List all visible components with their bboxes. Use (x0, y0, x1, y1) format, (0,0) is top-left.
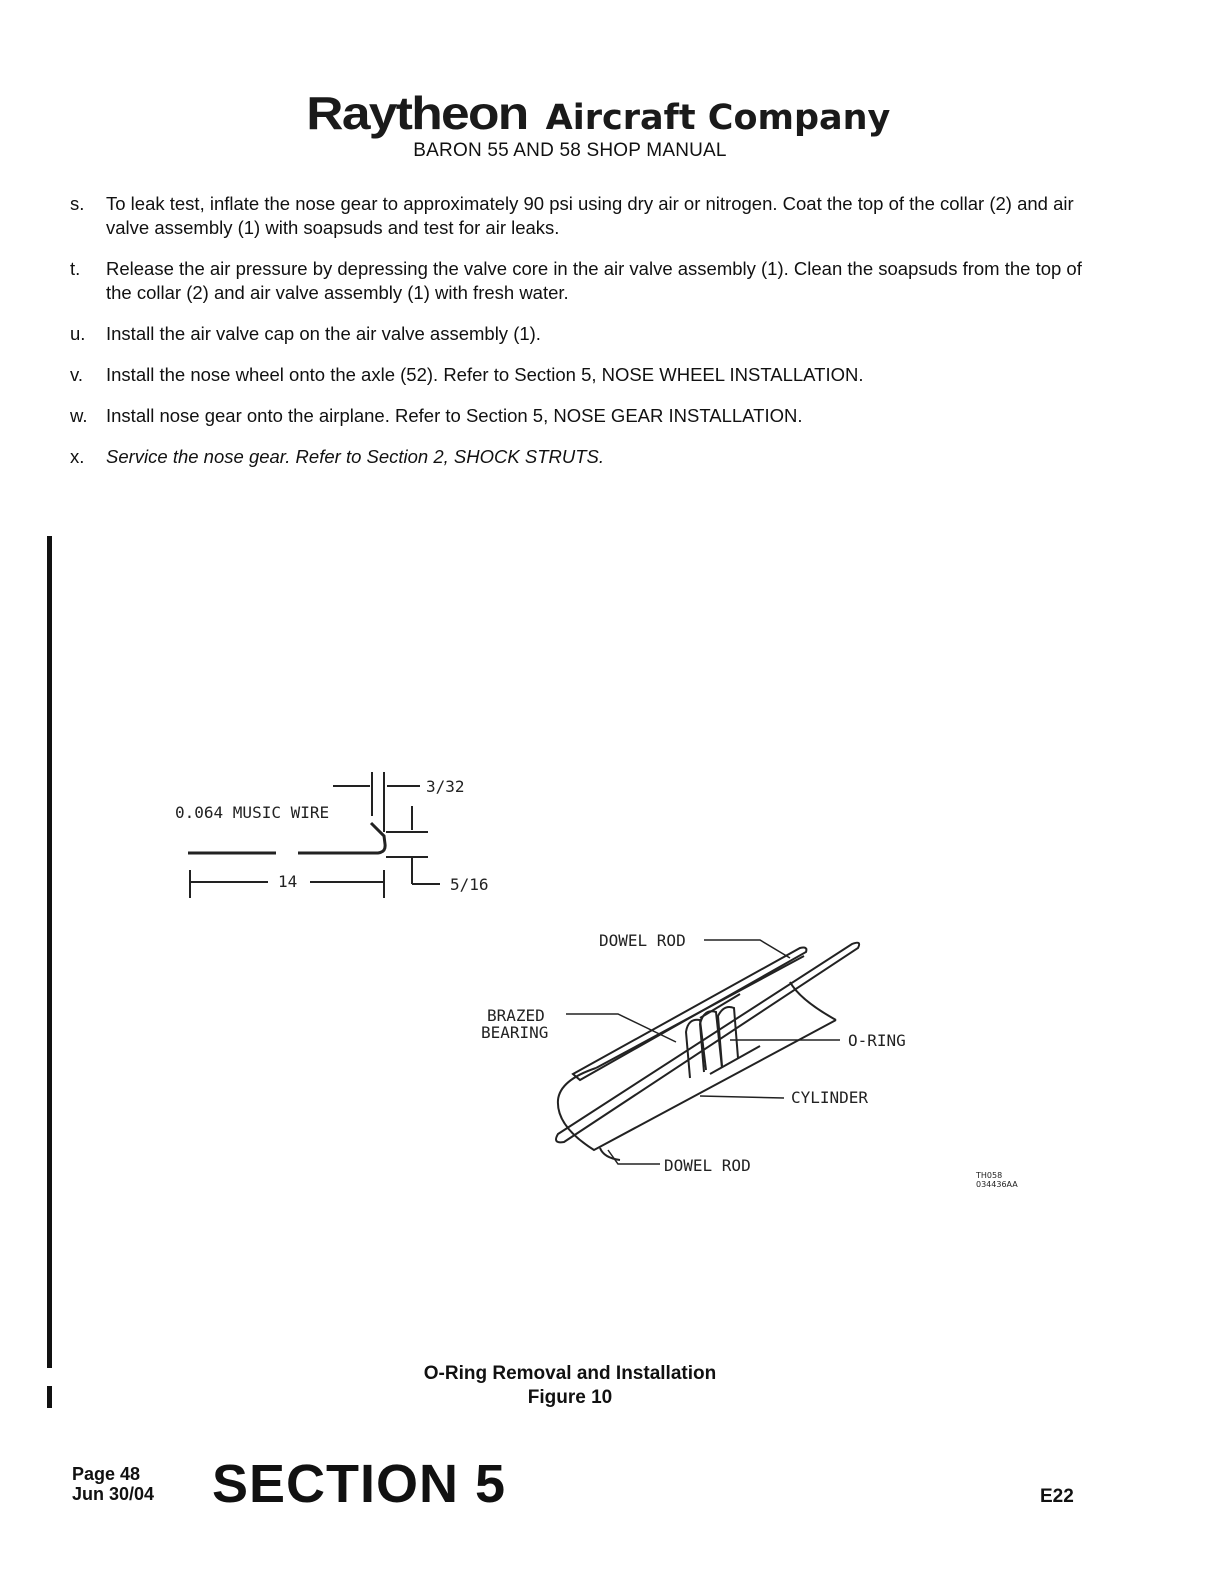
footer-page-info (72, 1464, 154, 1504)
caption-title: O-Ring Removal and Installation (423, 1363, 717, 1384)
step-marker: t. (70, 258, 81, 279)
section-title: SECTION 5 (212, 1454, 507, 1514)
page-number: Page 48 (72, 1464, 141, 1484)
step-marker: w. (70, 405, 88, 426)
effectivity-code: E22 (1040, 1486, 1074, 1507)
figure-ref-code-2: 034436AA (976, 1180, 1018, 1189)
step-text: Release the air pressure by depressing the valve core in the air valve assembly (1). Clean the soapsuds from the top of the collar (2) and air valve assembly (1) with fresh water. (106, 258, 1082, 303)
figure-ref-code-1: TH058 (976, 1171, 1003, 1180)
label-dowel-rod-top: DOWEL ROD (599, 931, 686, 950)
step-text: To leak test, inflate the nose gear to approximately 90 psi using dry air or nitrogen. Coat the top of the collar (2) and air valve assembly (1) with soapsuds and test for air leaks. (106, 193, 1074, 238)
label-cylinder: CYLINDER (791, 1088, 869, 1107)
caption-figure-number: Figure 10 (527, 1387, 613, 1408)
step-marker: s. (70, 193, 85, 214)
raytheon-logo: Raytheon (305, 87, 528, 139)
step-text: Install nose gear onto the airplane. Refer to Section 5, NOSE GEAR INSTALLATION. (106, 405, 803, 426)
manual-title: BARON 55 AND 58 SHOP MANUAL (413, 140, 727, 161)
cylinder-drawing (556, 943, 859, 1160)
dim-5-16: 5/16 (450, 875, 489, 894)
label-bearing: BEARING (481, 1023, 549, 1042)
wire-label: 0.064 MUSIC WIRE (175, 803, 330, 822)
label-dowel-rod-bottom: DOWEL ROD (664, 1156, 751, 1175)
step-text: Install the nose wheel onto the axle (52). Refer to Section 5, NOSE WHEEL INSTALLATION. (106, 364, 864, 385)
step-marker: x. (70, 446, 85, 467)
company-name: Aircraft Company (545, 98, 891, 138)
music-wire-tool-drawing (188, 772, 440, 898)
dim-3-32: 3/32 (426, 777, 465, 796)
step-marker: u. (70, 323, 86, 344)
label-brazed: BRAZED (487, 1006, 545, 1025)
page-date: Jun 30/04 (72, 1484, 155, 1504)
step-text: Install the air valve cap on the air valve assembly (1). (106, 323, 541, 344)
step-text: Service the nose gear. Refer to Section 2, SHOCK STRUTS. (106, 446, 604, 467)
label-o-ring: O-RING (848, 1031, 906, 1050)
dim-14: 14 (278, 872, 298, 891)
step-marker: v. (70, 364, 84, 385)
figure-caption (0, 1362, 1140, 1410)
